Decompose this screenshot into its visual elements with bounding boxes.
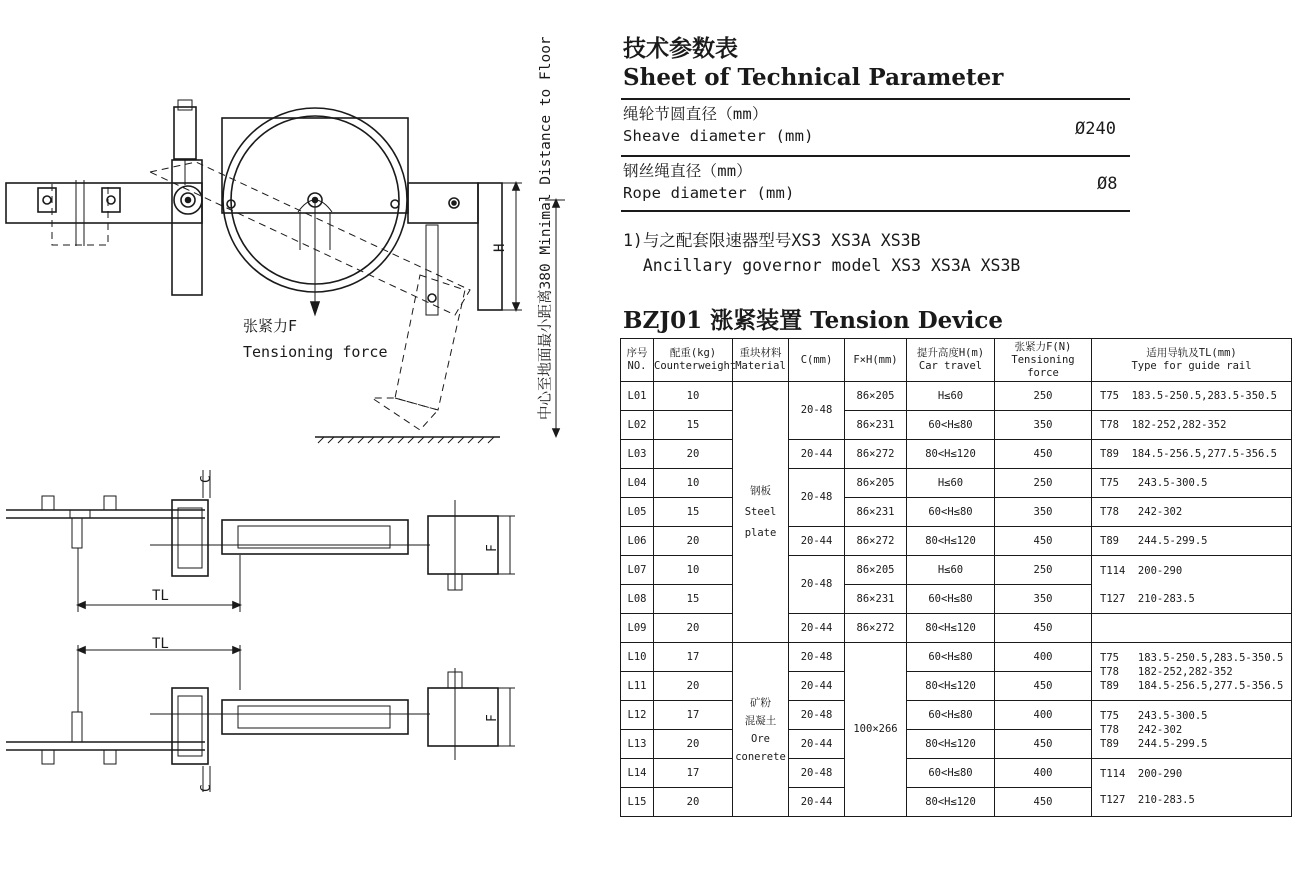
note-line-1: 1)与之配套限速器型号XS3 XS3A XS3B [623,231,921,250]
cell-no: L08 [621,585,654,614]
cell-weight: 20 [654,440,733,469]
cell-fh: 86×231 [845,411,907,440]
cell-travel: 60<H≤80 [907,411,995,440]
cell-rail: T75 243.5-300.5 [1092,469,1292,498]
cell-c: 20-48 [789,556,845,614]
cell-no: L09 [621,614,654,643]
cell-weight: 20 [654,614,733,643]
cell-travel: H≤60 [907,382,995,411]
cell-weight: 17 [654,759,733,788]
param-row-1-value: Ø240 [1075,119,1116,139]
cell-rail: T89 244.5-299.5 [1092,527,1292,556]
params-rule [621,210,1130,212]
cell-no: L03 [621,440,654,469]
cell-travel: 60<H≤80 [907,585,995,614]
params-title-cn: 技术参数表 [623,36,738,62]
c-label-bottom: C [199,784,214,792]
param-row-1-label [623,103,814,147]
cell-force: 350 [995,585,1092,614]
cell-weight: 15 [654,498,733,527]
cell-weight: 10 [654,469,733,498]
cell-force: 450 [995,440,1092,469]
cell-weight: 15 [654,585,733,614]
cell-c: 20-44 [789,440,845,469]
param-label-en: Rope diameter (mm) [623,184,795,202]
table-row [621,643,1292,672]
cell-travel: 60<H≤80 [907,498,995,527]
cell-rail: T89 184.5-256.5,277.5-356.5 [1092,440,1292,469]
tensioning-label-en: Tensioning force [243,343,388,361]
cell-no: L14 [621,759,654,788]
device-title: BZJ01 涨紧装置 Tension Device [623,307,1004,334]
param-label-en: Sheave diameter (mm) [623,127,814,145]
header-rail: 适用导轨及TL(mm) Type for guide rail [1092,339,1292,382]
cell-weight: 17 [654,701,733,730]
header-weight: 配重(kg) Counterweight [654,339,733,382]
cell-no: L06 [621,527,654,556]
c-label-top: C [199,475,214,483]
cell-travel: H≤60 [907,469,995,498]
device-table [620,338,1292,817]
bolt-right [102,188,120,212]
cell-force: 450 [995,527,1092,556]
cell-no: L05 [621,498,654,527]
cell-fh: 86×272 [845,614,907,643]
safety-switch [174,107,196,159]
header-material: 重块材料 Material [733,339,789,382]
cell-fh: 86×205 [845,556,907,585]
header-force: 张紧力F(N) Tensioning force [995,339,1092,382]
table-row [621,498,1292,527]
table-header-row [621,339,1292,382]
cell-c: 20-48 [789,701,845,730]
cell-rail: T75 243.5-300.5 T78 242-302 T89 244.5-299.5 [1092,701,1292,759]
rail-t127: T127 210-283.5 [1100,592,1195,605]
cell-c: 20-48 [789,469,845,527]
front-view [6,100,565,443]
cell-no: L11 [621,672,654,701]
technical-drawing [0,0,612,876]
cell-fh: 86×272 [845,527,907,556]
cell-weight: 20 [654,788,733,817]
cell-no: L02 [621,411,654,440]
cell-no: L13 [621,730,654,759]
cell-force: 400 [995,643,1092,672]
cell-travel: 60<H≤80 [907,643,995,672]
h-label: H [492,243,508,252]
cell-no: L07 [621,556,654,585]
cell-travel: H≤60 [907,556,995,585]
lever-arm [408,183,478,223]
cell-fh: 86×205 [845,469,907,498]
bolt-left [38,188,56,212]
cell-rail: T78 182-252,282-352 [1092,411,1292,440]
cell-weight: 20 [654,672,733,701]
cell-weight: 20 [654,730,733,759]
table-row [621,440,1292,469]
switch-body-plan-bottom [172,688,208,764]
cell-weight: 10 [654,382,733,411]
plan-view-top [6,470,515,612]
cell-travel: 80<H≤120 [907,730,995,759]
f-label-top: F [485,544,500,552]
param-row-2-label [623,160,795,204]
table-row [621,701,1292,730]
cell-travel: 80<H≤120 [907,440,995,469]
cell-rail: T75 183.5-250.5,283.5-350.5 [1092,382,1292,411]
cell-fh: 86×231 [845,585,907,614]
tensioning-label-cn: 张紧力F [243,317,298,335]
cell-weight: 20 [654,527,733,556]
cell-force: 250 [995,556,1092,585]
param-label-cn: 钢丝绳直径（mm） [623,162,752,180]
cell-force: 350 [995,498,1092,527]
cell-no: L01 [621,382,654,411]
cell-travel: 80<H≤120 [907,672,995,701]
cell-travel: 60<H≤80 [907,701,995,730]
cell-rail-empty [1092,614,1292,643]
cell-force: 350 [995,411,1092,440]
cell-force: 400 [995,701,1092,730]
header-c: C(mm) [789,339,845,382]
params-rule [621,98,1130,100]
cell-weight: 17 [654,643,733,672]
cell-c: 20-48 [789,759,845,788]
cell-c: 20-44 [789,672,845,701]
mounting-bracket [172,160,202,295]
cell-travel: 60<H≤80 [907,759,995,788]
tl-label-top: TL [152,588,169,604]
table-row [621,614,1292,643]
tl-label-bottom: TL [152,636,169,652]
f-label-bottom: F [485,714,500,722]
governor-note [623,228,1020,278]
cell-rail: T114 200-290 T127 210-283.5 [1092,759,1292,817]
cell-travel: 80<H≤120 [907,614,995,643]
rail-web [72,518,82,548]
cell-no: L10 [621,643,654,672]
params-rule [621,155,1130,157]
cell-travel: 80<H≤120 [907,788,995,817]
cell-fh: 86×231 [845,498,907,527]
cell-c: 20-48 [789,643,845,672]
sheave-plan-bottom [222,700,408,734]
cell-fh: 100×266 [845,643,907,817]
cell-material-steel: 钢板 Steel plate [733,382,789,643]
cell-c: 20-44 [789,730,845,759]
cell-no: L12 [621,701,654,730]
table-row [621,411,1292,440]
cell-c: 20-44 [789,527,845,556]
cell-rail [1092,556,1292,614]
bolt-hole [43,196,51,204]
plan-view-bottom [6,645,515,792]
cell-c: 20-44 [789,788,845,817]
cell-no: L15 [621,788,654,817]
cell-weight: 10 [654,556,733,585]
table-row [621,759,1292,788]
params-title-en: Sheet of Technical Parameter [623,64,1004,91]
cell-weight: 15 [654,411,733,440]
rail-profile [52,183,108,245]
cell-fh: 86×205 [845,382,907,411]
cell-no: L04 [621,469,654,498]
cell-force: 400 [995,759,1092,788]
note-line-2: Ancillary governor model XS3 XS3A XS3B [623,256,1021,275]
header-travel: 提升高度H(m) Car travel [907,339,995,382]
cell-c: 20-44 [789,614,845,643]
table-row [621,382,1292,411]
cell-travel: 80<H≤120 [907,527,995,556]
param-label-cn: 绳轮节圆直径（mm） [623,105,768,123]
cell-c: 20-48 [789,382,845,440]
switch-body-plan [172,500,208,576]
cell-force: 450 [995,614,1092,643]
rail-t114: T114 200-290 [1100,564,1183,577]
cell-rail: T78 242-302 [1092,498,1292,527]
cell-force: 450 [995,788,1092,817]
table-row [621,469,1292,498]
cell-force: 450 [995,730,1092,759]
cell-fh: 86×272 [845,440,907,469]
distance-label: 中心至地面最小距离380 Minimal Distance to Floor [538,36,554,420]
header-no: 序号 NO. [621,339,654,382]
table-row [621,527,1292,556]
table-row [621,556,1292,585]
cell-material-ore: 矿粉 混凝土 Ore conerete [733,643,789,817]
cell-rail: T75 183.5-250.5,283.5-350.5 T78 182-252,282-352 T89 184.5-256.5,277.5-356.5 [1092,643,1292,701]
cell-force: 450 [995,672,1092,701]
param-row-2-value: Ø8 [1097,174,1118,194]
header-fh: F×H(mm) [845,339,907,382]
cell-force: 250 [995,469,1092,498]
sheave-plan [222,520,408,554]
cell-force: 250 [995,382,1092,411]
